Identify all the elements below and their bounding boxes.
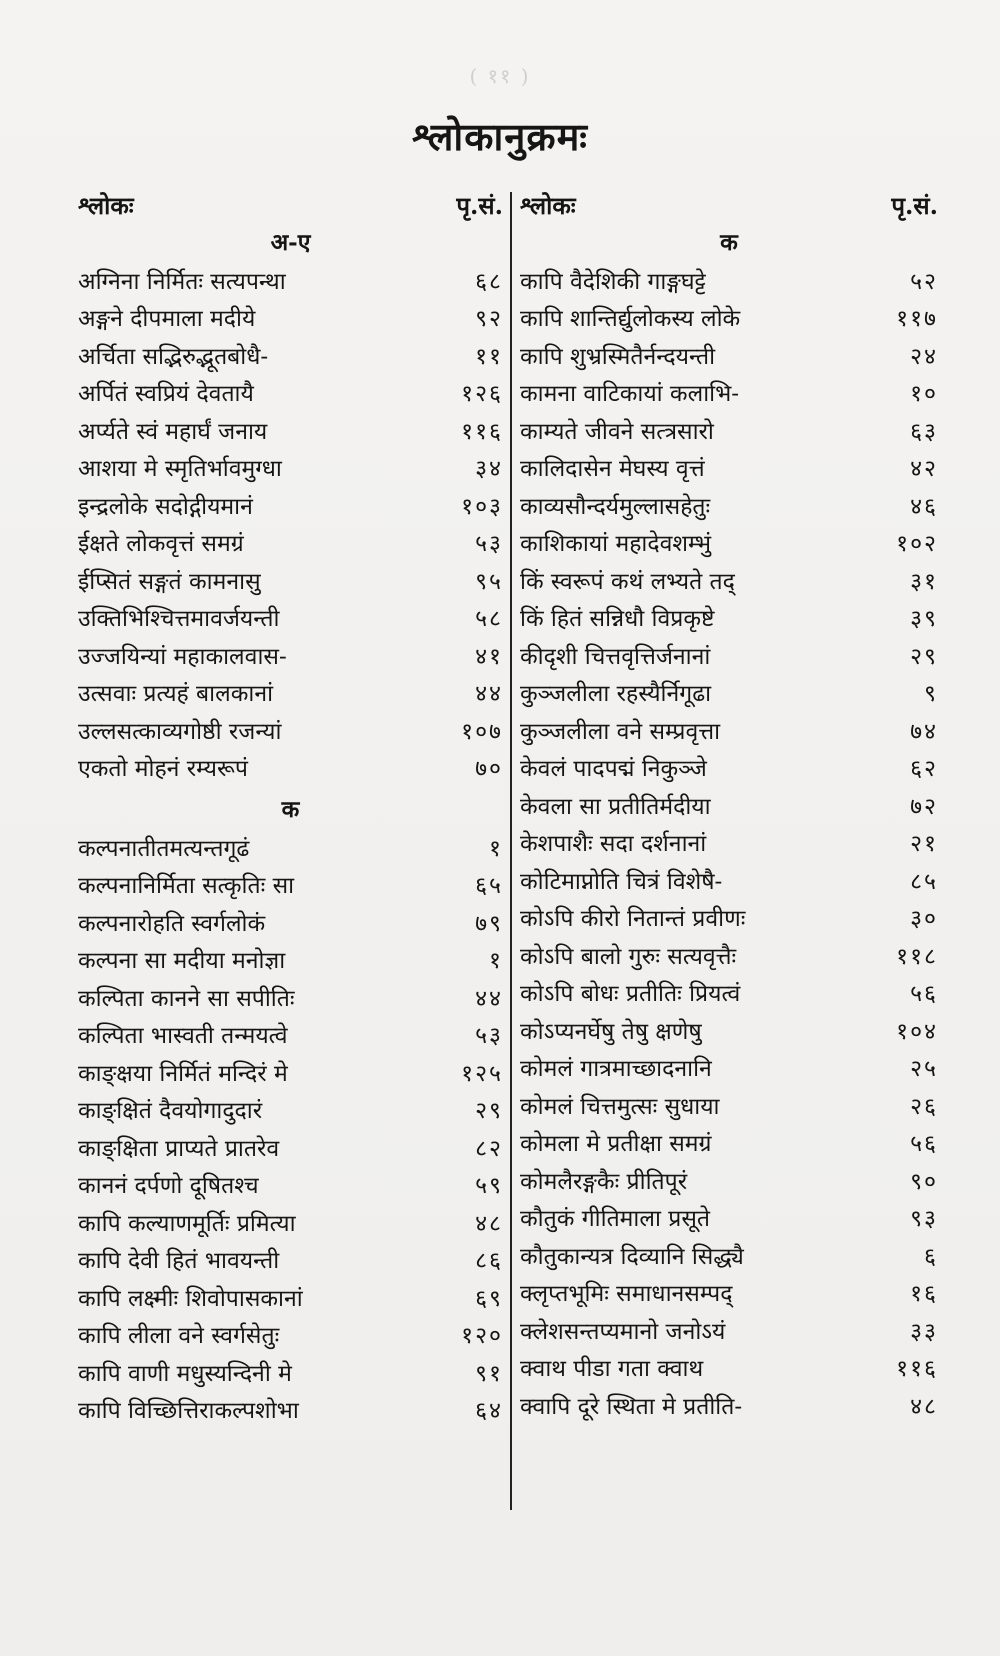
verse-text: कापि देवी हितं भावयन्ती [78, 1248, 280, 1275]
index-entry [78, 1203, 503, 1241]
verse-text: कापि विच्छित्तिराकल्पशोभा [78, 1398, 299, 1425]
verse-text: अर्पितं स्वप्रियं देवतायै [78, 381, 254, 408]
verse-text: कापि शुभ्रस्मितैर्नन्दयन्ती [520, 343, 716, 370]
index-entry [520, 749, 938, 787]
verse-text: कल्पनानिर्मिता सत्कृतिः सा [78, 873, 295, 900]
index-entry [520, 824, 938, 862]
left-entries-ka [78, 828, 503, 1428]
verse-text: कौतुकं गीतिमाला प्रसूते [520, 1206, 710, 1233]
index-entry [78, 261, 503, 299]
index-entry [78, 978, 503, 1016]
index-entry [520, 599, 938, 637]
page-number: ११६ [896, 1356, 938, 1383]
verse-text: कीदृशी चित्तवृत्तिर्जनानां [520, 643, 711, 670]
page-number: ९ [924, 681, 938, 708]
verse-text: कोमलं गात्रमाच्छादनानि [520, 1056, 712, 1083]
verse-text: काङ्क्षितं दैवयोगादुदारं [78, 1098, 263, 1125]
page-number: १०७ [461, 718, 503, 745]
index-entry [78, 749, 503, 787]
verse-text: अर्प्यते स्वं महार्घं जनाय [78, 418, 268, 445]
index-entry [78, 674, 503, 712]
index-entry [520, 861, 938, 899]
page-number: २४ [910, 343, 938, 370]
page-number: ५६ [910, 1131, 938, 1158]
index-entry [78, 449, 503, 487]
verse-text: कालिदासेन मेघस्य वृत्तं [520, 456, 705, 483]
verse-text: इन्द्रलोके सदोद्गीयमानं [78, 493, 253, 520]
page-header: पृ.सं. [456, 190, 503, 220]
section-heading: क [281, 796, 300, 823]
left-column [78, 185, 503, 1428]
verse-text: क्लेशसन्तप्यमानो जनोऽयं [520, 1318, 726, 1345]
page-number: ८५ [910, 868, 938, 895]
page-number: ४४ [475, 985, 503, 1012]
index-entry [520, 524, 938, 562]
index-entry [520, 1124, 938, 1162]
page-number: ५३ [475, 531, 503, 558]
page-number-mark: ( ११ ) [469, 64, 531, 88]
verse-text: अङ्गने दीपमाला मदीये [78, 306, 256, 333]
page-number: ८६ [475, 1248, 503, 1275]
page-number: १ [489, 835, 503, 862]
verse-text: कापि शान्तिर्द्युलोकस्य लोके [520, 306, 741, 333]
verse-header: श्लोकः [520, 190, 576, 220]
index-entry [78, 711, 503, 749]
index-entry [520, 786, 938, 824]
verse-text: उत्सवाः प्रत्यहं बालकानां [78, 681, 274, 708]
page-number: १ [489, 948, 503, 975]
verse-text: कल्पिता भास्वती तन्मयत्वे [78, 1023, 288, 1050]
verse-text: उल्लसत्काव्यगोष्ठी रजन्यां [78, 718, 282, 745]
page-number: २६ [910, 1093, 938, 1120]
index-entry [520, 636, 938, 674]
verse-text: क्वापि दूरे स्थिता मे प्रतीति- [520, 1393, 743, 1420]
verse-text: कामना वाटिकायां कलाभि- [520, 381, 740, 408]
verse-text: कापि वैदेशिकी गाङ्गघट्टे [520, 268, 706, 295]
index-entry [520, 1236, 938, 1274]
page-number: ४६ [910, 493, 938, 520]
page-number: ९५ [475, 568, 503, 595]
index-entry [520, 411, 938, 449]
verse-text: कोऽपि कीरो नितान्तं प्रवीणः [520, 906, 746, 933]
index-entry [78, 1166, 503, 1204]
verse-text: ईक्षते लोकवृत्तं समग्रं [78, 531, 244, 558]
page-number: १२६ [461, 381, 503, 408]
index-entry [78, 336, 503, 374]
verse-text: काशिकायां महादेवशम्भुं [520, 531, 712, 558]
verse-text: कोऽप्यनर्घेषु तेषु क्षणेषु [520, 1018, 702, 1045]
page-number: ९२ [475, 306, 503, 333]
right-column-header [520, 185, 938, 225]
right-column [520, 185, 938, 1424]
index-entry [78, 374, 503, 412]
verse-text: कोटिमाप्नोति चित्रं विशेषै- [520, 868, 723, 895]
verse-text: ईप्सितं सङ्गतं कामनासु [78, 568, 261, 595]
page-number: ११८ [896, 943, 938, 970]
index-entry [520, 1049, 938, 1087]
page-number: १२० [461, 1323, 503, 1350]
index-entry [520, 711, 938, 749]
page-number: ९३ [910, 1206, 938, 1233]
page-number: ७० [475, 756, 503, 783]
index-entry [520, 561, 938, 599]
index-entry [78, 561, 503, 599]
index-entry [78, 636, 503, 674]
page-number: ७२ [910, 793, 938, 820]
verse-text: एकतो मोहनं रम्यरूपं [78, 756, 248, 783]
page-number: ६८ [475, 268, 503, 295]
page-number: ८२ [475, 1135, 503, 1162]
left-entries-a [78, 261, 503, 786]
index-entry [78, 1091, 503, 1129]
page-number: ९० [910, 1168, 938, 1195]
page-number: ४४ [475, 681, 503, 708]
index-entry [78, 486, 503, 524]
verse-text: केशपाशैः सदा दर्शनानां [520, 831, 707, 858]
page-number: ३३ [910, 1318, 938, 1345]
page-number: १०२ [896, 531, 938, 558]
verse-text: क्लृप्तभूमिः समाधानसम्पद् [520, 1281, 733, 1308]
index-entry [78, 1278, 503, 1316]
verse-text: अर्चिता सद्भिरुद्भूतबोधै- [78, 343, 269, 370]
section-heading: अ-ए [270, 229, 311, 256]
index-entry [520, 936, 938, 974]
index-entry [520, 486, 938, 524]
index-entry [520, 1199, 938, 1237]
index-entry [520, 1311, 938, 1349]
page-number: ११ [475, 343, 503, 370]
index-entry [520, 1161, 938, 1199]
index-entry [520, 261, 938, 299]
index-entry [78, 599, 503, 637]
index-entry [520, 899, 938, 937]
index-entry [78, 1053, 503, 1091]
verse-text: काङ्क्षया निर्मितं मन्दिरं मे [78, 1060, 288, 1087]
page-number: १६ [910, 1281, 938, 1308]
page-number: ११७ [896, 306, 938, 333]
page-number: ३१ [910, 568, 938, 595]
page-number: ४२ [910, 456, 938, 483]
index-entry [78, 524, 503, 562]
page-number: १०४ [896, 1018, 938, 1045]
index-entry [520, 299, 938, 337]
verse-text: कोऽपि बोधः प्रतीतिः प्रियत्वं [520, 981, 741, 1008]
right-entries [520, 261, 938, 1424]
index-entry [520, 1349, 938, 1387]
verse-text: कल्पनारोहति स्वर्गलोकं [78, 910, 266, 937]
index-entry [78, 1016, 503, 1054]
page-number: ४१ [475, 643, 503, 670]
page-number: १०३ [461, 493, 503, 520]
verse-text: कल्पनातीतमत्यन्तगूढं [78, 835, 250, 862]
page-number: ४८ [475, 1210, 503, 1237]
page-number: ३९ [910, 606, 938, 633]
verse-text: आशया मे स्मृतिर्भावमुग्धा [78, 456, 282, 483]
verse-text: कल्पना सा मदीया मनोज्ञा [78, 948, 286, 975]
page-number: ७९ [475, 910, 503, 937]
verse-text: कल्पिता कानने सा सपीतिः [78, 985, 295, 1012]
verse-text: उज्जयिन्यां महाकालवास- [78, 643, 287, 670]
index-entry [78, 1316, 503, 1354]
index-entry [78, 866, 503, 904]
index-entry [520, 1274, 938, 1312]
verse-text: केवलं पादपद्मं निकुञ्जे [520, 756, 707, 783]
index-entry [520, 1086, 938, 1124]
page-number: २९ [475, 1098, 503, 1125]
page-number: ५८ [475, 606, 503, 633]
column-divider [510, 192, 512, 1510]
verse-text: काङ्क्षिता प्राप्यते प्रातरेव [78, 1135, 280, 1162]
verse-text: किं हितं सन्निधौ विप्रकृष्टे [520, 606, 715, 633]
verse-text: किं स्वरूपं कथं लभ्यते तद् [520, 568, 735, 595]
page-number: ६४ [475, 1398, 503, 1425]
page-number: ३४ [475, 456, 503, 483]
index-entry [78, 903, 503, 941]
page-title: श्लोकानुक्रमः [412, 114, 588, 159]
index-entry [520, 449, 938, 487]
index-entry [520, 674, 938, 712]
verse-header: श्लोकः [78, 190, 134, 220]
verse-text: अग्निना निर्मितः सत्यपन्था [78, 268, 286, 295]
page-number: ११६ [461, 418, 503, 445]
index-entry [78, 1241, 503, 1279]
page-number: २१ [910, 831, 938, 858]
page-number: ४८ [910, 1393, 938, 1420]
verse-text: क्वाथ पीडा गता क्वाथ [520, 1356, 704, 1383]
section-heading: क [720, 229, 738, 256]
page-number: ६९ [475, 1285, 503, 1312]
page-number: ६५ [475, 873, 503, 900]
page-number: २९ [910, 643, 938, 670]
page-number: ९१ [475, 1360, 503, 1387]
index-entry [78, 411, 503, 449]
index-entry [520, 374, 938, 412]
index-entry [78, 828, 503, 866]
verse-text: कुञ्जलीला वने सम्प्रवृत्ता [520, 718, 721, 745]
index-entry [520, 336, 938, 374]
index-entry [78, 299, 503, 337]
verse-text: कापि वाणी मधुस्यन्दिनी मे [78, 1360, 292, 1387]
verse-text: कौतुकान्यत्र दिव्यानि सिद्ध्यै [520, 1243, 744, 1270]
verse-text: कापि लक्ष्मीः शिवोपासकानां [78, 1285, 303, 1312]
verse-text: कोमलं चित्तमुत्सः सुधाया [520, 1093, 720, 1120]
verse-text: कोमलैरङ्गकैः प्रीतिपूरं [520, 1168, 688, 1195]
index-entry [78, 1353, 503, 1391]
index-entry [520, 974, 938, 1012]
verse-text: कोऽपि बालो गुरुः सत्यवृत्तैः [520, 943, 737, 970]
verse-text: कापि लीला वने स्वर्गसेतुः [78, 1323, 280, 1350]
page-number: ७४ [910, 718, 938, 745]
verse-text: काननं दर्पणो दूषितश्च [78, 1173, 259, 1200]
page-number: ६ [924, 1243, 938, 1270]
page-number: १० [910, 381, 938, 408]
page-number: ५६ [910, 981, 938, 1008]
index-entry [78, 941, 503, 979]
page-number: २५ [910, 1056, 938, 1083]
page-number: ५२ [910, 268, 938, 295]
index-entry [78, 1391, 503, 1429]
page-number: ६३ [910, 418, 938, 445]
page-header: पृ.सं. [891, 190, 938, 220]
verse-text: उक्तिभिश्चित्तमावर्जयन्ती [78, 606, 280, 633]
verse-text: कापि कल्याणमूर्तिः प्रमित्या [78, 1210, 296, 1237]
verse-text: केवला सा प्रतीतिर्मदीया [520, 793, 711, 820]
page-number: ५९ [475, 1173, 503, 1200]
verse-text: काम्यते जीवने सत्त्रसारो [520, 418, 714, 445]
verse-text: काव्यसौन्दर्यमुल्लासहेतुः [520, 493, 711, 520]
page-number: ६२ [910, 756, 938, 783]
index-entry [520, 1386, 938, 1424]
verse-text: कोमला मे प्रतीक्षा समग्रं [520, 1131, 712, 1158]
index-entry [520, 1011, 938, 1049]
verse-text: कुञ्जलीला रहस्यैर्निगूढा [520, 681, 712, 708]
index-entry [78, 1128, 503, 1166]
page-number: १२५ [461, 1060, 503, 1087]
page-number: ३० [910, 906, 938, 933]
page-number: ५३ [475, 1023, 503, 1050]
left-column-header [78, 185, 503, 225]
